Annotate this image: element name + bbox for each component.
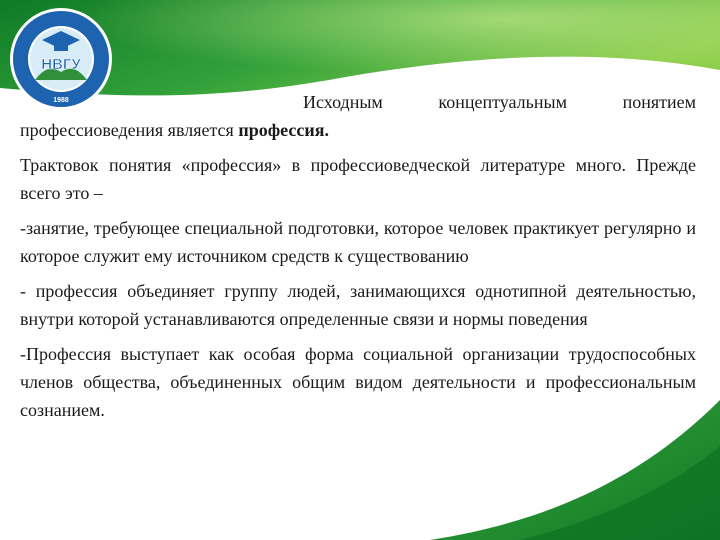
paragraph-intro-text: Исходным концептуальным понятием профессиоведения является [20,92,696,140]
slide-content [20,88,696,431]
paragraph-intro-bold: профессия. [238,120,329,140]
paragraph-interpretations: Трактовок понятия «профессия» в профессиоведческой литературе много. Прежде всего это – [20,155,696,203]
definition-item-3: -Профессия выступает как особая форма социальной организации трудоспособных членов общества, объединенных общим видом деятельности и профессиональным сознанием. [20,344,696,420]
paragraph-intro [20,88,696,144]
definition-item-2: - профессия объединяет группу людей, занимающихся однотипной деятельностью, внутри которой устанавливаются определенные связи и нормы поведения [20,281,696,329]
logo-year: 1988 [53,97,69,104]
logo-abbreviation: НВГУ [41,56,81,73]
definition-item-1: -занятие, требующее специальной подготовки, которое человек практикует регулярно и которое служит ему источником средств к существованию [20,218,696,266]
